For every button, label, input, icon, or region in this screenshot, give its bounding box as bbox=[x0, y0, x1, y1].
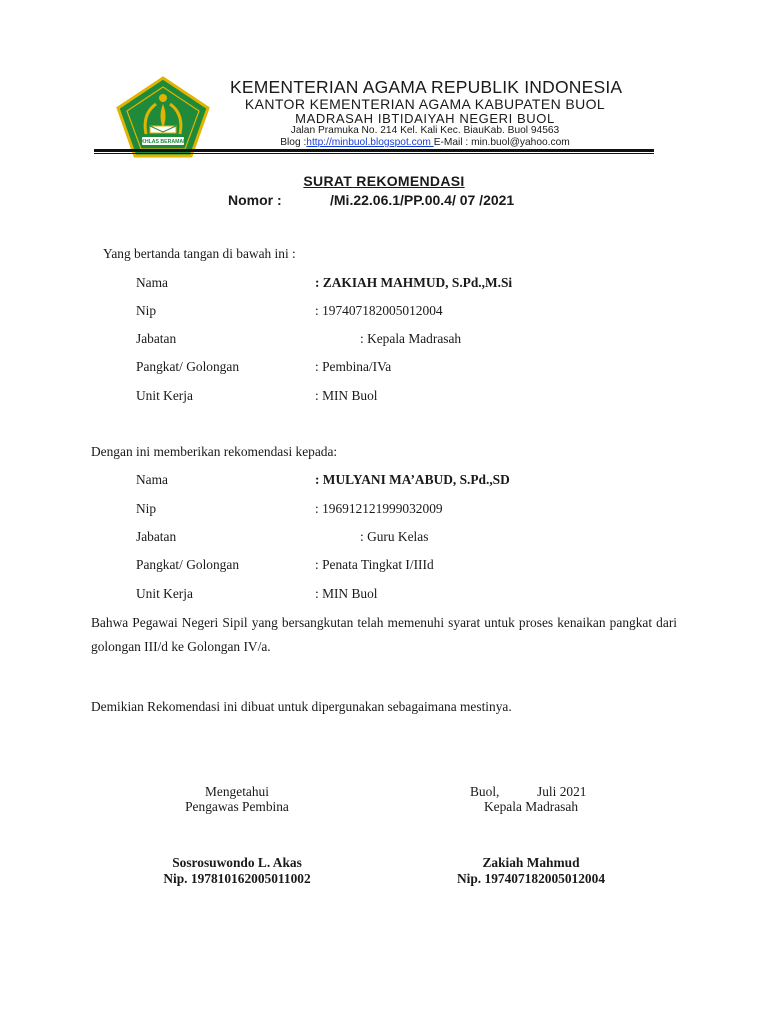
signer-rank-value: : Pembina/IVa bbox=[315, 359, 392, 374]
right-role: Kepala Madrasah bbox=[483, 799, 579, 814]
recipient-position-label: Jabatan bbox=[136, 529, 177, 544]
right-place: Buol, bbox=[470, 784, 500, 799]
left-signer-name: Sosrosuwondo L. Akas bbox=[172, 855, 302, 870]
left-role: Pengawas Pembina bbox=[185, 799, 289, 814]
header-ministry: KEMENTERIAN AGAMA REPUBLIK INDONESIA bbox=[230, 77, 623, 97]
closing-paragraph: Demikian Rekomendasi ini dibuat untuk dipergunakan sebagaimana mestinya. bbox=[91, 699, 512, 714]
signer-nip-label: Nip bbox=[136, 303, 157, 318]
signer-unit-label: Unit Kerja bbox=[136, 388, 193, 403]
recipient-nip-value: : 196912121999032009 bbox=[315, 501, 443, 516]
header-school: MADRASAH IBTIDAIYAH NEGERI BUOL bbox=[295, 111, 555, 126]
recipient-name-value: : MULYANI MA’ABUD, S.Pd.,SD bbox=[315, 472, 510, 487]
nomor-label: Nomor : bbox=[228, 192, 282, 208]
header-address: Jalan Pramuka No. 214 Kel. Kali Kec. BiauKab. Buol 94563 bbox=[290, 125, 560, 136]
signer-nip-value: : 197407182005012004 bbox=[315, 303, 443, 318]
left-acknowledge: Mengetahui bbox=[205, 784, 269, 799]
recommend-intro: Dengan ini memberikan rekomendasi kepada: bbox=[91, 444, 338, 459]
intro-text: Yang bertanda tangan di bawah ini : bbox=[103, 246, 296, 261]
right-date: Juli 2021 bbox=[537, 784, 587, 799]
header-divider-thin bbox=[94, 153, 654, 154]
statement-paragraph: Bahwa Pegawai Negeri Sipil yang bersangkutan telah memenuhi syarat untuk proses kenaikan pangkat dari golongan III/d ke Golongan IV/a. bbox=[91, 615, 677, 654]
signer-position-label: Jabatan bbox=[136, 331, 177, 346]
recipient-rank-value: : Penata Tingkat I/IIId bbox=[315, 557, 434, 572]
email-text: E-Mail : min.buol@yahoo.com bbox=[433, 137, 570, 148]
right-signer-nip: Nip. 197407182005012004 bbox=[456, 871, 606, 886]
nomor-value: /Mi.22.06.1/PP.00.4/ 07 /2021 bbox=[330, 192, 515, 208]
blog-link[interactable]: http://minbuol.blogspot.com bbox=[306, 137, 434, 148]
recipient-rank-label: Pangkat/ Golongan bbox=[136, 557, 240, 572]
kemenag-logo bbox=[116, 76, 210, 158]
header-contact bbox=[230, 137, 620, 148]
signer-name-value: : ZAKIAH MAHMUD, S.Pd.,M.Si bbox=[315, 275, 513, 290]
recipient-unit-label: Unit Kerja bbox=[136, 586, 193, 601]
blog-label: Blog : bbox=[280, 137, 307, 148]
signer-position-value: : Kepala Madrasah bbox=[360, 331, 462, 346]
signer-unit-value: : MIN Buol bbox=[315, 388, 378, 403]
signer-rank-label: Pangkat/ Golongan bbox=[136, 359, 240, 374]
recipient-position-value: : Guru Kelas bbox=[360, 529, 429, 544]
left-signer-nip: Nip. 197810162005011002 bbox=[163, 871, 311, 886]
document-title: SURAT REKOMENDASI bbox=[303, 173, 465, 189]
logo-motto: IKHLAS BERAMAL bbox=[139, 139, 187, 146]
recipient-nip-label: Nip bbox=[136, 501, 157, 516]
header-divider-thick bbox=[94, 149, 654, 152]
header-office: KANTOR KEMENTERIAN AGAMA KABUPATEN BUOL bbox=[244, 96, 606, 112]
signer-name-label: Nama bbox=[136, 275, 168, 290]
recipient-name-label: Nama bbox=[136, 472, 168, 487]
right-signer-name: Zakiah Mahmud bbox=[482, 855, 580, 870]
recipient-unit-value: : MIN Buol bbox=[315, 586, 378, 601]
